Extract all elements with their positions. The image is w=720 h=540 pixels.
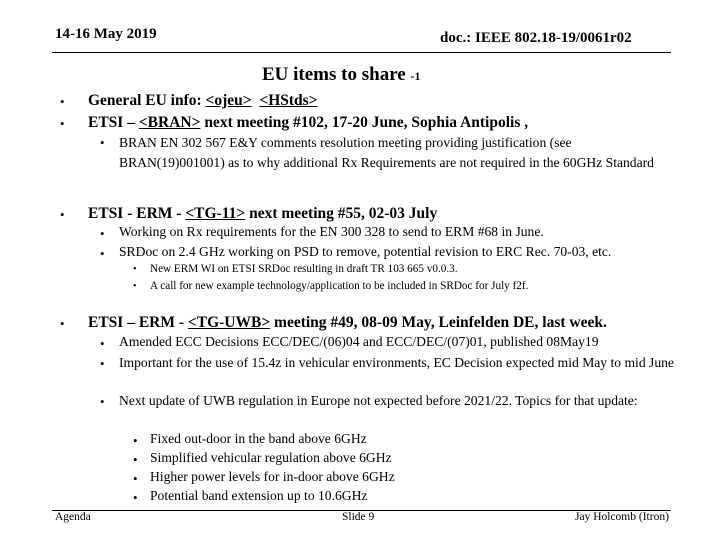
item-prefix: ETSI – ERM - — [88, 314, 188, 331]
slide-title-suffix: -1 — [410, 69, 421, 83]
bullet-icon: • — [100, 226, 105, 241]
item-suffix: meeting #49, 08-09 May, Leinfelden DE, last week. — [270, 314, 607, 331]
bullet-icon: • — [60, 94, 65, 109]
item-etsi-erm-tg11 — [88, 205, 437, 223]
bullet-icon: • — [100, 394, 105, 409]
uwb-topic-item: Fixed out-door in the band above 6GHz — [150, 431, 367, 446]
item-suffix: next meeting #102, 17-20 June, Sophia Antipolis , — [200, 114, 529, 131]
tguwb-link[interactable]: <TG-UWB> — [187, 314, 271, 331]
item-prefix: General EU info: — [88, 92, 206, 109]
bullet-icon: • — [133, 433, 138, 448]
bullet-icon: • — [100, 135, 105, 150]
bullet-icon: • — [133, 471, 138, 486]
bullet-icon: • — [100, 246, 105, 261]
header-rule — [52, 52, 671, 53]
ojeu-link[interactable]: <ojeu> — [205, 92, 252, 109]
bran-sub-item: BRAN EN 302 567 E&Y comments resolution meeting providing justification (see BRAN(19)001001) as to why additional Rx Requirements are not required in the 60GHz Standard — [119, 135, 654, 170]
tguwb-sub-item: Important for the use of 15.4z in vehicular environments, EC Decision expected mid May to mid June — [119, 355, 674, 370]
bullet-icon: • — [133, 264, 137, 275]
tguwb-sub-item: Next update of UWB regulation in Europe not expected before 2021/22. Topics for that update: — [119, 393, 638, 408]
bran-link[interactable]: <BRAN> — [138, 114, 201, 131]
tg11-sub-item: SRDoc on 2.4 GHz working on PSD to remove, potential revision to ERC Rec. 70-03, etc. — [119, 244, 612, 259]
footer-slide-number: Slide 9 — [342, 511, 375, 523]
uwb-topic-item: Higher power levels for in-door above 6GHz — [150, 469, 395, 484]
bullet-icon: • — [133, 490, 138, 505]
slide-title — [262, 64, 420, 86]
tg11-subsub-item: A call for new example technology/application to be included in SRDoc for July f2f. — [150, 280, 529, 292]
bullet-icon: • — [60, 207, 65, 222]
bullet-icon: • — [100, 356, 105, 371]
bullet-icon: • — [60, 316, 65, 331]
header-date: 14-16 May 2019 — [55, 26, 157, 42]
tg11-link[interactable]: <TG-11> — [185, 205, 246, 222]
item-prefix: ETSI - ERM - — [88, 205, 186, 222]
uwb-topic-item: Potential band extension up to 10.6GHz — [150, 488, 368, 503]
item-etsi-erm-tguwb — [88, 314, 607, 332]
tg11-sub-item: Working on Rx requirements for the EN 300 328 to send to ERM #68 in June. — [119, 224, 544, 239]
item-prefix: ETSI – — [88, 114, 139, 131]
item-suffix: next meeting #55, 02-03 July — [245, 205, 438, 222]
slide-title-text: EU items to share — [262, 64, 406, 85]
hstds-link[interactable]: <HStds> — [259, 92, 318, 109]
tguwb-sub-item: Amended ECC Decisions ECC/DEC/(06)04 and ECC/DEC/(07)01, published 08May19 — [119, 334, 599, 349]
bullet-icon: • — [133, 452, 138, 467]
footer-author: Jay Holcomb (Itron) — [575, 511, 669, 523]
tg11-subsub-item: New ERM WI on ETSI SRDoc resulting in draft TR 103 665 v0.0.3. — [150, 263, 458, 275]
footer-agenda: Agenda — [55, 511, 91, 523]
bullet-icon: • — [100, 336, 105, 351]
item-general-eu-info — [88, 92, 318, 110]
item-etsi-bran — [88, 114, 528, 132]
header-doc-number: doc.: IEEE 802.18-19/0061r02 — [440, 30, 632, 46]
uwb-topic-item: Simplified vehicular regulation above 6GHz — [150, 450, 392, 465]
bullet-icon: • — [60, 116, 65, 131]
bullet-icon: • — [133, 281, 137, 292]
